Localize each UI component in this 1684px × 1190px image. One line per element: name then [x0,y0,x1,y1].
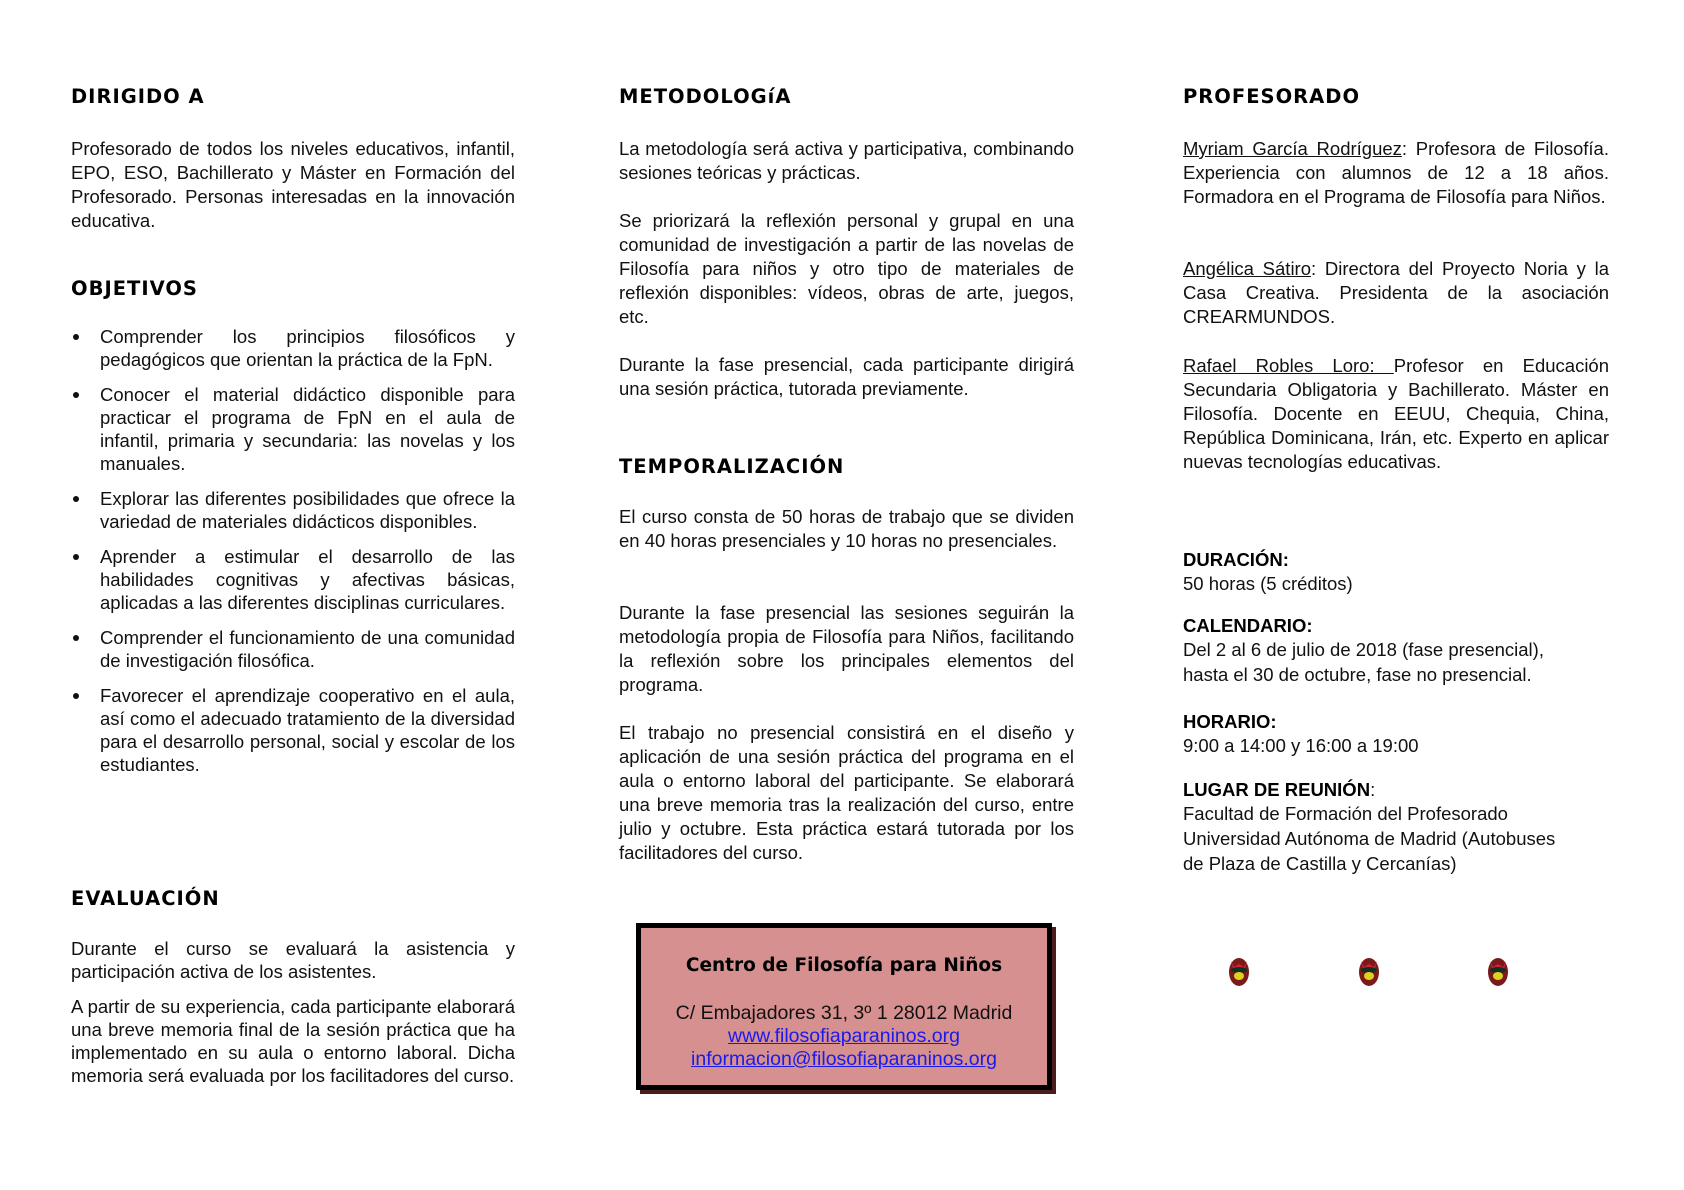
duracion-value: 50 horas (5 créditos) [1183,573,1353,594]
calendario-line: Del 2 al 6 de julio de 2018 (fase presencial), [1183,639,1544,660]
teacher-entry [1183,354,1609,474]
lugar-label: LUGAR DE REUNIÓN [1183,779,1371,800]
heading-profesorado: PROFESORADO [1183,85,1361,108]
teacher-entry [1183,257,1609,329]
contact-box [636,923,1052,1090]
teacher-name: Myriam García Rodríguez [1183,138,1402,159]
horario-value: 9:00 a 14:00 y 16:00 a 19:00 [1183,735,1419,756]
objetivo-item: Comprender los principios filosóficos y pedagógicos que orientan la práctica de la FpN. [71,325,515,371]
heading-temporalizacion: TEMPORALIZACIÓN [619,455,845,478]
website-link[interactable]: www.filosofiaparaninos.org [728,1025,960,1047]
evaluacion-p1: Durante el curso se evaluará la asistencia y participación activa de los asistentes. [71,938,515,982]
objetivo-item: Explorar las diferentes posibilidades que ofrece la variedad de materiales didácticos disponibles. [71,487,515,533]
dirigido-text: Profesorado de todos los niveles educativos, infantil, EPO, ESO, Bachillerato y Máster en Formación del Profesorado. Personas interesadas en la innovación educativa. [71,138,515,231]
heading-dirigido: DIRIGIDO A [71,85,205,108]
heading-evaluacion: EVALUACIÓN [71,887,220,910]
heading-metodologia: METODOLOGíA [619,85,792,108]
objetivo-item: Conocer el material didáctico disponible para practicar el programa de FpN en el aula de infantil, primaria y secundaria: las novelas y los manuales. [71,383,515,475]
temporalizacion-p1: El curso consta de 50 horas de trabajo que se dividen en 40 horas presenciales y 10 horas no presenciales. [619,506,1074,551]
email-link[interactable]: informacion@filosofiaparaninos.org [691,1048,997,1070]
lugar-line: Facultad de Formación del Profesorado [1183,803,1508,824]
temporalizacion-p2: Durante la fase presencial las sesiones seguirán la metodología propia de Filosofía para Niños, facilitando la reflexión sobre los principales elementos del programa. [619,602,1074,695]
heading-objetivos: OBJETIVOS [71,277,198,300]
horario-block [1183,711,1609,758]
teacher-entry [1183,137,1609,209]
evaluacion-p2: A partir de su experiencia, cada participante elaborará una breve memoria final de la sesión práctica que ha implementado en su aula o entorno laboral. Dicha memoria será evaluada por los facilitadores del curso. [71,996,515,1086]
lugar-block [1183,779,1609,876]
teacher-name: Rafael Robles Loro: [1183,355,1394,376]
objetivo-item: Favorecer el aprendizaje cooperativo en el aula, así como el adecuado tratamiento de la diversidad para el desarrollo personal, social y escolar de los estudiantes. [71,684,515,776]
objetivo-item: Comprender el funcionamiento de una comunidad de investigación filosófica. [71,626,515,672]
calendario-block [1183,615,1609,687]
metodologia-p2: Se priorizará la reflexión personal y grupal en una comunidad de investigación a partir de las novelas de Filosofía para niños y otro tipo de materiales de reflexión disponibles: vídeos, obras de arte, juegos, etc. [619,210,1074,327]
duracion-label: DURACIÓN: [1183,549,1289,570]
horario-label: HORARIO: [1183,711,1277,732]
objetivo-item: Aprender a estimular el desarrollo de las habilidades cognitivas y afectivas básicas, aplicadas a las diferentes disciplinas curriculares. [71,545,515,614]
calendario-line: hasta el 30 de octubre, fase no presencial. [1183,664,1532,685]
teacher-bio: Profesora de Filosofía. Experiencia con alumnos de 12 a 18 años. Formadora en el Programa de Filosofía para Niños. [1183,138,1609,207]
duracion-block [1183,549,1609,596]
teacher-name: Angélica Sátiro [1183,258,1311,279]
teacher-bio: Directora del Proyecto Noria y la Casa Creativa. Presidenta de la asociación CREARMUNDOS. [1183,258,1609,327]
owl-logo-icon [1487,955,1509,987]
teacher-sep: : [1401,138,1408,159]
calendario-label: CALENDARIO: [1183,615,1313,636]
lugar-line: Universidad Autónoma de Madrid (Autobuses [1183,828,1556,849]
teacher-bio: Profesor en Educación Secundaria Obligatoria y Bachillerato. Máster en Filosofía. Docente en EEUU, Chequia, China, República Dominicana, Irán, etc. Experto en aplicar nuevas tecnologías educativas. [1183,355,1610,472]
objetivos-list [71,325,515,788]
contact-title: Centro de Filosofía para Niños [685,955,1003,976]
teacher-sep: : [1311,258,1317,279]
owl-logo-icon [1228,955,1250,987]
temporalizacion-p3: El trabajo no presencial consistirá en el diseño y aplicación de una sesión práctica del programa en el aula o entorno laboral del participante. Se elaborará una breve memoria tras la realización del curso, entre julio y octubre. Esta práctica estará tutorada por los facilitadores del curso. [619,722,1074,863]
metodologia-p1: La metodología será activa y participativa, combinando sesiones teóricas y prácticas. [619,138,1074,183]
lugar-colon: : [1370,779,1376,800]
contact-address: C/ Embajadores 31, 3º 1 28012 Madrid [675,1002,1013,1024]
owl-logo-icon [1358,955,1380,987]
metodologia-p3: Durante la fase presencial, cada participante dirigirá una sesión práctica, tutorada previamente. [619,354,1074,399]
lugar-line: de Plaza de Castilla y Cercanías) [1183,853,1457,874]
